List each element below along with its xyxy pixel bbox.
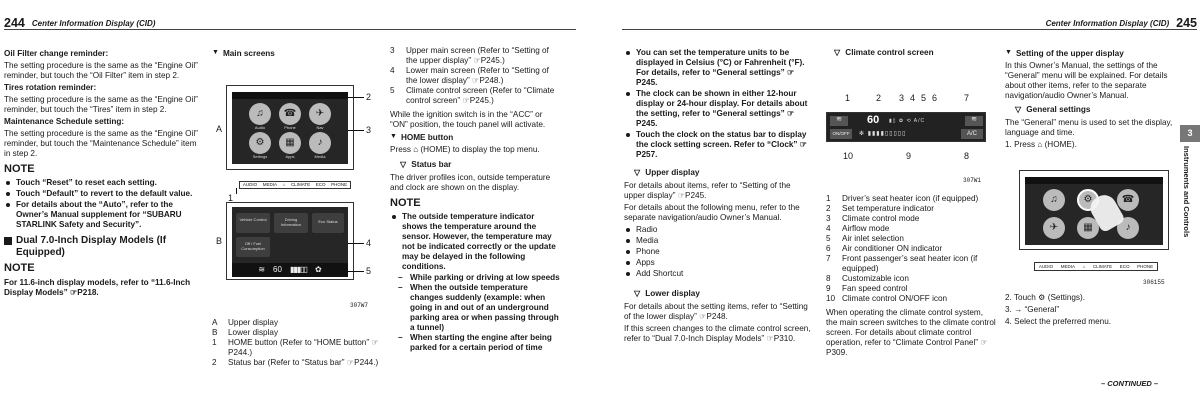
figure-code: 307W1 <box>963 177 982 184</box>
set-temperature: 60 <box>867 114 880 126</box>
callout-3: 3 <box>366 125 372 135</box>
callout-number: 10 <box>843 151 854 161</box>
tile-label: Vehicle Control <box>239 217 267 222</box>
callout-number: 5 <box>921 93 927 103</box>
home-screen <box>1025 177 1163 245</box>
open-triangle-icon: ▽ <box>834 48 841 57</box>
note-item: For details about the “Auto”, refer to the Owner’s Manual supplement for “SUBARU STARLINK Safety and Security”. <box>4 200 198 230</box>
note-dash-item: – When starting the engine after being parked for a certain period of time <box>398 333 560 353</box>
ignition-text: While the ignition switch is in the “ACC” or “ON” position, the touch panel will activate. <box>390 110 546 129</box>
home-icon[interactable]: ⌂ <box>1082 263 1086 269</box>
figure-code: 306155 <box>1143 279 1165 286</box>
open-triangle-icon: ▽ <box>400 160 407 169</box>
callout-1: 1 <box>228 193 234 203</box>
tab-label[interactable]: AUDIO <box>242 182 258 188</box>
note2-title: NOTE <box>4 262 35 275</box>
leader-line <box>348 97 364 98</box>
callout-number: 1 <box>845 93 851 103</box>
note-dash-item: – When the outside temperature changes suddenly (example: when going in and out of an underground parking area or when passing through a tunnel) <box>398 283 560 333</box>
fan-bar-icon[interactable]: ▮▮▮▯▯ <box>289 265 307 275</box>
tab-label[interactable]: PHONE <box>1137 263 1154 269</box>
callout-number: 7 <box>964 93 970 103</box>
legend-item: 1 HOME button (Refer to “HOME button” ☞P244.) <box>212 338 379 357</box>
column-6-steps <box>1005 293 1173 329</box>
leader-line <box>348 243 364 244</box>
tab-label[interactable]: PHONE <box>331 182 348 188</box>
legend-item: 3 Climate control mode <box>826 214 920 223</box>
menu-item: Phone <box>624 247 812 257</box>
climate-bar[interactable] <box>232 263 348 277</box>
oil-filter-heading: Oil Filter change reminder: <box>4 49 109 58</box>
gear-icon: ⚙ <box>1038 293 1046 302</box>
media-icon[interactable]: ♪ <box>1117 217 1139 239</box>
home-button-heading <box>390 133 560 143</box>
column-1 <box>4 48 198 300</box>
left-page-number: 244 <box>4 15 25 30</box>
upper-display-heading <box>634 168 812 178</box>
figure-code: 307W7 <box>350 302 369 309</box>
note2-body: For 11.6-inch display models, refer to “11.6-Inch Display Models” ☞P218. <box>4 277 191 297</box>
nav-icon[interactable]: ✈ <box>309 103 331 125</box>
left-page-header <box>4 4 576 30</box>
climate-screen-title: Climate control screen <box>845 48 934 57</box>
upper-display-body: For details about items, refer to “Setting of the upper display” ☞P245. <box>624 181 791 200</box>
fan-speed-control[interactable]: ✻ ▮▮▮▮▯▯▯▯▯ <box>859 131 907 137</box>
status-bar <box>1025 177 1163 184</box>
lower-display-heading <box>634 289 812 299</box>
column-5 <box>824 46 994 61</box>
lower-display-body2: If this screen changes to the climate control screen, refer to “Dual 7.0-Inch Display Models” ☞P310. <box>624 324 811 343</box>
tile-label: Off / Fuel Consumption <box>241 241 265 251</box>
airflow-icon[interactable]: ✿ <box>314 265 322 275</box>
tab-label[interactable]: CLIMATE <box>1092 263 1113 269</box>
maintenance-heading: Maintenance Schedule setting: <box>4 117 125 126</box>
tile-label: Eco Status <box>318 219 338 224</box>
square-bullet-icon <box>4 237 12 245</box>
legend-item: 1 Driver’s seat heater icon (if equipped) <box>826 194 979 203</box>
upper-tile-label: Nav <box>316 125 324 130</box>
legend-item: 5 Air inlet selection <box>826 234 904 243</box>
general-settings-body: The “General” menu is used to set the display, language and time. <box>1005 118 1173 137</box>
seat-heater-icon[interactable]: ≋ <box>258 265 266 275</box>
main-screens-heading <box>212 49 392 59</box>
callout-number: 6 <box>932 93 938 103</box>
upper-display-body2: For details about the following menu, refer to the separate navigation/audio Owner’s Manual. <box>624 203 800 222</box>
climate-temp: 60 <box>273 265 282 275</box>
eco-status-tile[interactable] <box>312 213 344 233</box>
note-item: Touch “Default” to revert to the default value. <box>4 189 198 199</box>
tab-label[interactable]: AUDIO <box>1038 263 1054 269</box>
legend-item: 8 Customizable icon <box>826 274 909 283</box>
step-4: 4. Select the preferred menu. <box>1005 317 1112 326</box>
home-screen-figure <box>1019 170 1169 250</box>
leader-line <box>348 271 364 272</box>
chapter-tab: 3 <box>1180 125 1200 142</box>
triangle-down-icon: ▼ <box>390 133 397 140</box>
media-icon[interactable]: ♪ <box>309 132 331 154</box>
lower-display-screen <box>232 207 348 277</box>
triangle-down-icon: ▼ <box>1005 49 1012 56</box>
status-bar-heading <box>400 160 560 170</box>
chapter-title: Instruments and Controls <box>1182 146 1192 238</box>
climate-body: When operating the climate control system, the main screen switches to the climate control screen. For details about climate control operation, refer to “Climate Control Panel” ☞P309. <box>826 308 996 357</box>
vehicle-control-tile[interactable] <box>236 213 270 233</box>
upper-display-figure <box>226 85 354 170</box>
upper-display-screen <box>232 92 348 164</box>
leader-line <box>236 188 237 194</box>
legend-item: 7 Front passenger’s seat heater icon (if equipped) <box>826 254 978 273</box>
step-3: 3. → “General” <box>1005 305 1060 314</box>
tile-label: Driving Information <box>280 217 301 227</box>
menu-item: Apps <box>624 258 812 268</box>
settings-icon[interactable]: ⚙ <box>249 132 271 154</box>
note-item: Touch “Reset” to reset each setting. <box>4 178 198 188</box>
oil-filter-body: The setting procedure is the same as the “Engine Oil” reminder, but touch the “Oil Filter” item in step 2. <box>4 61 198 80</box>
status-bar-title: Status bar <box>411 160 452 169</box>
audio-icon[interactable]: ♫ <box>1043 189 1065 211</box>
main-screens-title: Main screens <box>222 49 275 58</box>
upper-tile-label: Media <box>314 154 326 159</box>
column-2 <box>212 48 392 61</box>
tab-label[interactable]: MEDIA <box>262 182 277 188</box>
section-heading <box>4 235 198 258</box>
phone-icon[interactable]: ☎ <box>279 103 301 125</box>
legend-item: 4 Airflow mode <box>826 224 890 233</box>
menu-item: Media <box>624 236 812 246</box>
column-6 <box>1005 48 1173 152</box>
callout-number: 9 <box>906 151 912 161</box>
column-4 <box>624 48 812 346</box>
lower-display-title: Lower display <box>645 289 700 298</box>
column-2-legend <box>212 318 382 368</box>
upper-display-title: Upper display <box>645 168 700 177</box>
driver-seat-heater-icon[interactable]: ≋ <box>830 116 848 126</box>
home-icon: ⌂ <box>1037 140 1043 149</box>
home-button-title: HOME button <box>400 133 454 142</box>
passenger-seat-heater-icon[interactable]: ≋ <box>965 116 983 126</box>
callout-5: 5 <box>366 266 372 276</box>
menu-item: Radio <box>624 225 812 235</box>
section-title: Dual 7.0-Inch Display Models (If Equipped) <box>16 235 167 258</box>
legend-item: 3 Upper main screen (Refer to “Setting of the upper display” ☞P245.) <box>390 46 549 65</box>
status-bar <box>232 92 348 99</box>
customizable-icon[interactable]: A/C <box>961 129 983 139</box>
right-header-title: Center Information Display (CID) <box>1045 19 1170 29</box>
general-settings-heading <box>1015 105 1173 115</box>
tab-label[interactable]: CLIMATE <box>290 182 311 188</box>
label-a: A <box>216 124 223 134</box>
legend-item: 4 Lower main screen (Refer to “Setting of the lower display” ☞P248.) <box>390 66 549 85</box>
clock-touch-note: Touch the clock on the status bar to display the clock setting screen. Refer to “Clock” ☞P257. <box>624 130 812 160</box>
callout-number: 3 <box>899 93 905 103</box>
continued-label: – CONTINUED – <box>1101 379 1159 388</box>
legend-item: 5 Climate control screen (Refer to “Climate control screen” ☞P245.) <box>390 86 555 105</box>
callout-number: 2 <box>876 93 882 103</box>
home-tab-strip <box>1034 262 1158 271</box>
legend-item: A Upper display <box>212 318 279 327</box>
open-triangle-icon: ▽ <box>634 168 641 177</box>
legend-item: 6 Air conditioner ON indicator <box>826 244 943 253</box>
upper-setting-body: In this Owner’s Manual, the settings of the “General” menu will be explained. For details about other items, refer to the separate navigation/audio Owner’s Manual. <box>1005 61 1168 100</box>
upper-tile-label: Settings <box>252 154 268 159</box>
callout-number: 8 <box>964 151 970 161</box>
upper-tile-label: Phone <box>284 125 296 130</box>
home-button-body: Press ⌂ (HOME) to display the top menu. <box>390 145 540 154</box>
legend-item: 10 Climate control ON/OFF icon <box>826 294 948 303</box>
clock-note: The clock can be shown in either 12-hour display or 24-hour display. For details about the setting, refer to “General settings” ☞P245. <box>624 89 812 129</box>
settings-icon[interactable]: ⚙ <box>1077 189 1099 211</box>
lower-display-figure <box>226 202 354 280</box>
climate-onoff-icon[interactable]: ON/OFF <box>830 129 852 139</box>
callout-2: 2 <box>366 92 372 102</box>
left-header-title: Center Information Display (CID) <box>31 19 156 29</box>
legend-item: B Lower display <box>212 328 279 337</box>
nav-icon[interactable]: ✈ <box>1043 217 1065 239</box>
fuel-tile[interactable] <box>236 237 270 257</box>
temp-unit-note: You can set the temperature units to be displayed in Celsius (°C) or Fahrenheit (°F). For details, refer to “General settings” ☞P245. <box>624 48 812 88</box>
upper-tile-label: Audio <box>254 125 266 130</box>
climate-legend <box>826 194 996 360</box>
label-b: B <box>216 236 223 246</box>
legend-item: 9 Fan speed control <box>826 284 908 293</box>
mode-icons[interactable]: ▮▯ ✿ ⟲ A/C <box>889 118 926 124</box>
note-title: NOTE <box>4 163 35 175</box>
tab-label[interactable]: ECO <box>315 182 326 188</box>
home-icon[interactable]: ⌂ <box>282 182 286 188</box>
driving-info-tile[interactable] <box>274 213 308 233</box>
open-triangle-icon: ▽ <box>634 289 641 298</box>
upper-tile-label: Apps <box>285 154 295 159</box>
maintenance-body: The setting procedure is the same as the “Engine Oil” reminder, but touch the “Maintenance Schedule” item in step 2. <box>4 129 198 158</box>
upper-setting-heading <box>1005 49 1173 59</box>
audio-icon[interactable]: ♫ <box>249 103 271 125</box>
lower-display-body: For details about the setting items, refer to “Setting of the lower display” ☞P248. <box>624 302 808 321</box>
home-icon: ⌂ <box>413 145 419 154</box>
right-page-header <box>622 4 1197 30</box>
column-3 <box>390 46 560 353</box>
tab-label[interactable]: ECO <box>1119 263 1130 269</box>
climate-screen-heading <box>834 48 994 58</box>
leader-line <box>348 130 364 131</box>
legend-item: 2 Set temperature indicator <box>826 204 934 213</box>
triangle-down-icon: ▼ <box>212 49 219 56</box>
upper-setting-title: Setting of the upper display <box>1015 49 1124 58</box>
callout-4: 4 <box>366 238 372 248</box>
climate-screen-figure <box>826 112 986 142</box>
note-item: The outside temperature indicator shows the temperature around the sensor. However, the temperature may not be indicated correctly or the update may be delayed in the following conditions. <box>390 212 560 272</box>
note-dash-item: – While parking or driving at low speeds <box>398 273 560 283</box>
open-triangle-icon: ▽ <box>1015 105 1022 114</box>
general-settings-title: General settings <box>1026 105 1091 114</box>
phone-icon[interactable]: ☎ <box>1117 189 1139 211</box>
tab-label[interactable]: MEDIA <box>1060 263 1075 269</box>
menu-item: Add Shortcut <box>624 269 812 279</box>
home-tab-strip <box>239 181 351 189</box>
right-page-number: 245 <box>1176 15 1197 30</box>
tires-heading: Tires rotation reminder: <box>4 83 97 92</box>
status-bar-body: The driver profiles icon, outside temperature and clock are shown on the display. <box>390 173 551 192</box>
legend-item: 2 Status bar (Refer to “Status bar” ☞P244.) <box>212 358 379 367</box>
step-1: 1. Press ⌂ (HOME). <box>1005 140 1077 149</box>
callout-number: 4 <box>910 93 916 103</box>
apps-icon[interactable]: ▦ <box>1077 217 1099 239</box>
tires-body: The setting procedure is the same as the “Engine Oil” reminder, but touch the “Tires” item in step 2. <box>4 95 198 114</box>
step-2: 2. Touch ⚙ (Settings). <box>1005 293 1086 302</box>
apps-icon[interactable]: ▦ <box>279 132 301 154</box>
note-title: NOTE <box>390 197 421 209</box>
